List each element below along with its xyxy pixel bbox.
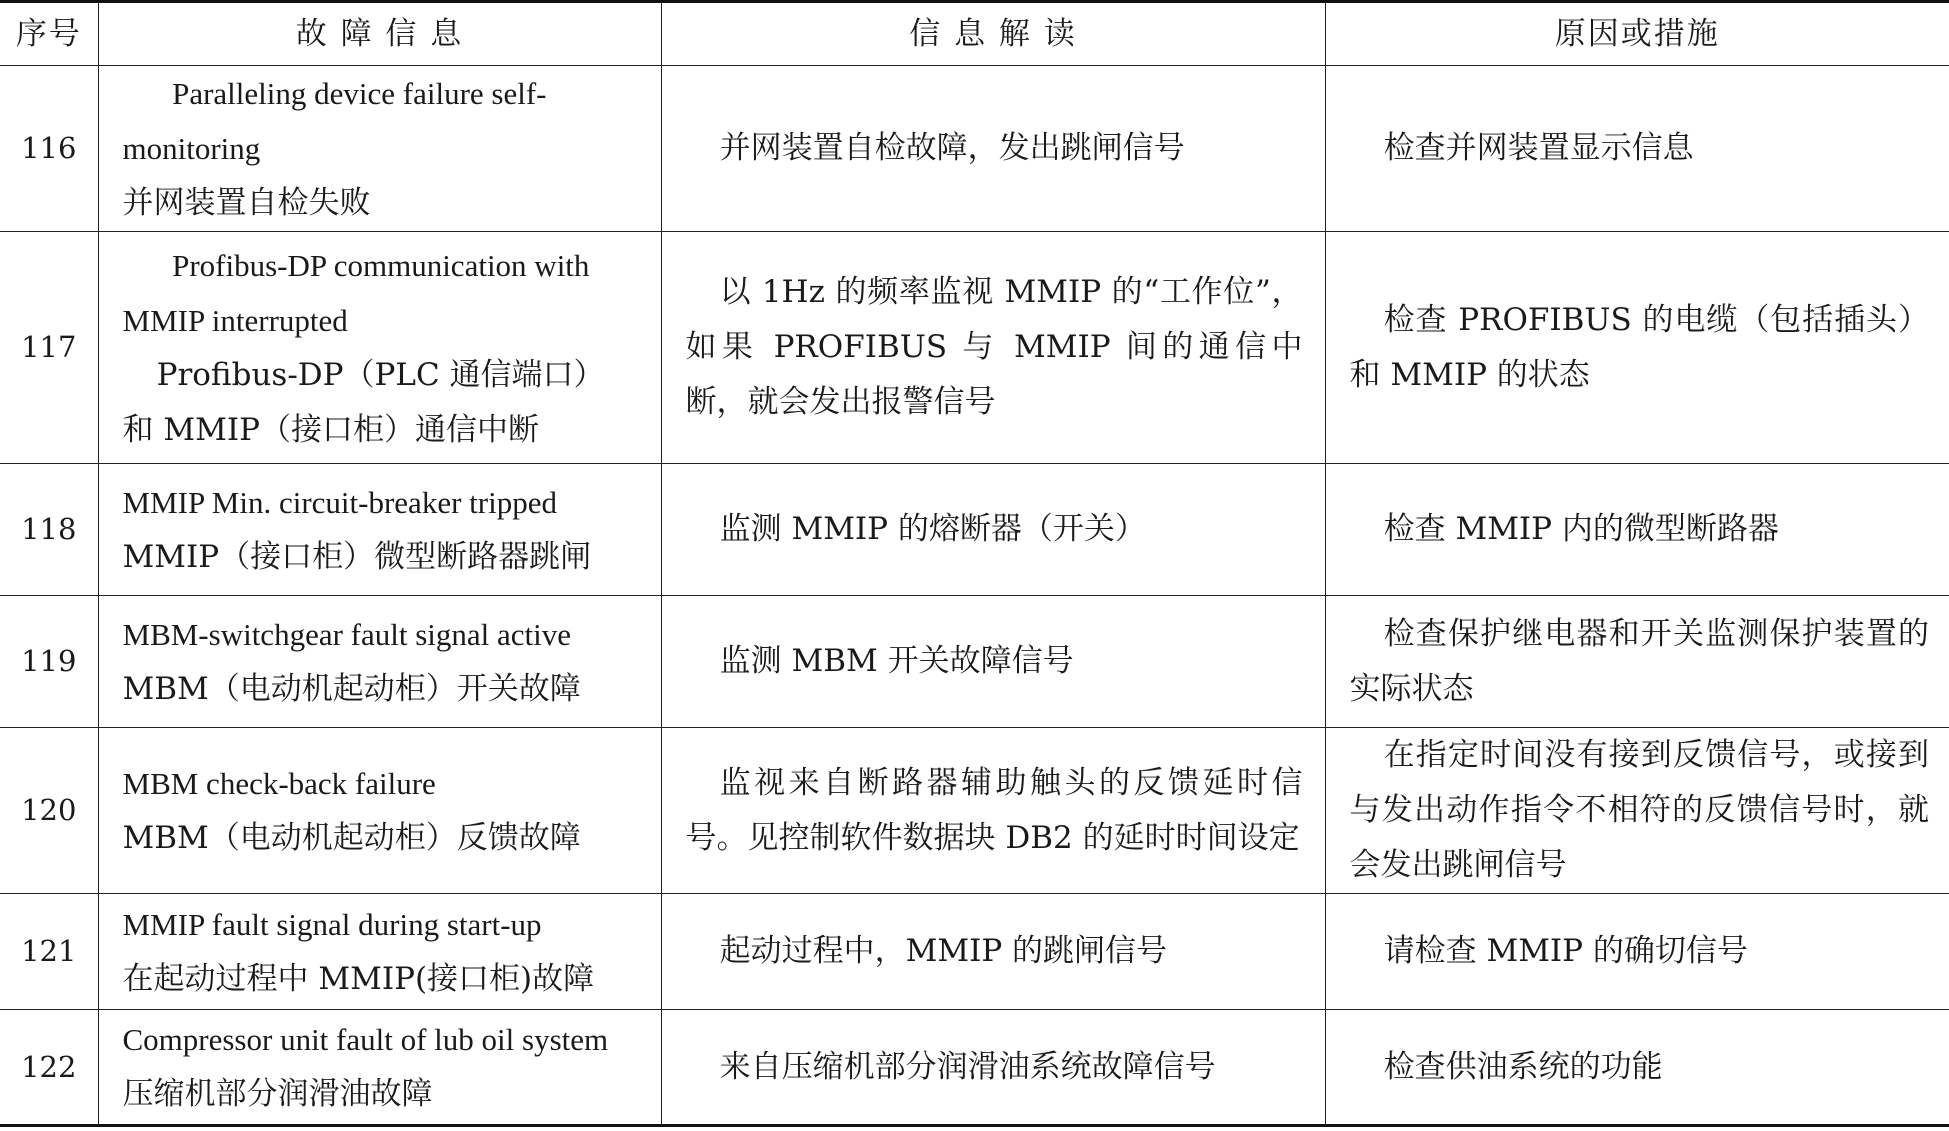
cause-cell — [1325, 66, 1949, 232]
fault-cn-text: 并网装置自检失败 — [122, 185, 371, 221]
table-row — [0, 1010, 1949, 1126]
fault-cell — [98, 728, 661, 894]
interpretation-cell — [661, 596, 1325, 728]
row-index: 117 — [0, 232, 98, 464]
row-index: 116 — [0, 66, 98, 232]
fault-cn-text: MBM（电动机起动柜）开关故障 — [122, 670, 581, 707]
header-cause-measure: 原因或措施 — [1325, 2, 1949, 66]
interpretation-text: 来自压缩机部分润滑油系统故障信号 — [719, 1048, 1216, 1085]
table-body — [0, 66, 1949, 1126]
interpretation-cell — [661, 464, 1325, 596]
fault-cell — [98, 66, 661, 232]
interpretation-text: 监测 MMIP 的熔断器（开关） — [719, 511, 1146, 547]
interpretation-cell — [661, 728, 1325, 894]
cause-cell — [1325, 232, 1949, 464]
cause-cell — [1325, 596, 1949, 728]
table-row — [0, 464, 1949, 596]
fault-cn-text: Profibus-DP（PLC 通信端口） 和 MMIP（接口柜）通信中断 — [122, 356, 605, 448]
interpretation-text: 起动过程中，MMIP 的跳闸信号 — [719, 933, 1168, 969]
interpretation-cell — [661, 66, 1325, 232]
fault-cell — [98, 464, 661, 596]
fault-cn-text: MMIP（接口柜）微型断路器跳闸 — [122, 538, 592, 575]
fault-en-text: MMIP fault signal during start-up — [122, 906, 542, 942]
fault-cell — [98, 596, 661, 728]
fault-cell — [98, 232, 661, 464]
row-index: 120 — [0, 728, 98, 894]
cause-text: 检查保护继电器和开关监测保护装置的实际状态 — [1349, 615, 1929, 707]
interpretation-cell — [661, 894, 1325, 1010]
table-row — [0, 728, 1949, 894]
header-index: 序号 — [0, 2, 98, 66]
header-interpretation: 信 息 解 读 — [661, 2, 1325, 66]
fault-en-text: MBM check-back failure — [122, 765, 436, 801]
header-row — [0, 2, 1949, 66]
table-row — [0, 66, 1949, 232]
fault-cell — [98, 894, 661, 1010]
cause-text: 检查 PROFIBUS 的电缆（包括插头）和 MMIP 的状态 — [1349, 301, 1929, 393]
cause-text: 在指定时间没有接到反馈信号，或接到与发出动作指令不相符的反馈信号时，就会发出跳闸信号 — [1349, 737, 1929, 883]
cause-cell — [1325, 728, 1949, 894]
cause-text: 检查并网装置显示信息 — [1383, 130, 1694, 166]
cause-cell — [1325, 1010, 1949, 1126]
cause-text: 检查 MMIP 内的微型断路器 — [1383, 511, 1779, 547]
row-index: 118 — [0, 464, 98, 596]
table-row — [0, 596, 1949, 728]
cause-text: 请检查 MMIP 的确切信号 — [1383, 933, 1748, 969]
cause-cell — [1325, 464, 1949, 596]
fault-cn-text: MBM（电动机起动柜）反馈故障 — [122, 819, 581, 856]
fault-cn-text: 在起动过程中 MMIP(接口柜)故障 — [122, 960, 595, 997]
table-header — [0, 2, 1949, 66]
interpretation-text: 监视来自断路器辅助触头的反馈延时信号。见控制软件数据块 DB2 的延时时间设定 — [685, 764, 1303, 856]
fault-en-text: Compressor unit fault of lub oil system — [122, 1022, 609, 1057]
cause-cell — [1325, 894, 1949, 1010]
row-index: 119 — [0, 596, 98, 728]
interpretation-text: 以 1Hz 的频率监视 MMIP 的“工作位”，如果 PROFIBUS 与 MMIP 间的通信中断，就会发出报警信号 — [685, 274, 1303, 420]
row-index: 122 — [0, 1010, 98, 1126]
header-fault-info: 故 障 信 息 — [98, 2, 661, 66]
fault-en-text: MBM-switchgear fault signal active — [122, 616, 572, 652]
interpretation-text: 并网装置自检故障，发出跳闸信号 — [719, 130, 1185, 166]
cause-text: 检查供油系统的功能 — [1383, 1048, 1663, 1085]
fault-en-text: Profibus-DP communication with MMIP interrupted — [122, 247, 590, 338]
table-row — [0, 894, 1949, 1010]
table-row — [0, 232, 1949, 464]
row-index: 121 — [0, 894, 98, 1010]
fault-en-text: MMIP Min. circuit-breaker tripped — [122, 484, 557, 520]
fault-cn-text: 压缩机部分润滑油故障 — [122, 1076, 433, 1112]
fault-en-text: Paralleling device failure self-monitoring — [122, 76, 547, 166]
interpretation-text: 监测 MBM 开关故障信号 — [719, 643, 1074, 679]
fault-cell — [98, 1010, 661, 1126]
interpretation-cell — [661, 1010, 1325, 1126]
interpretation-cell — [661, 232, 1325, 464]
